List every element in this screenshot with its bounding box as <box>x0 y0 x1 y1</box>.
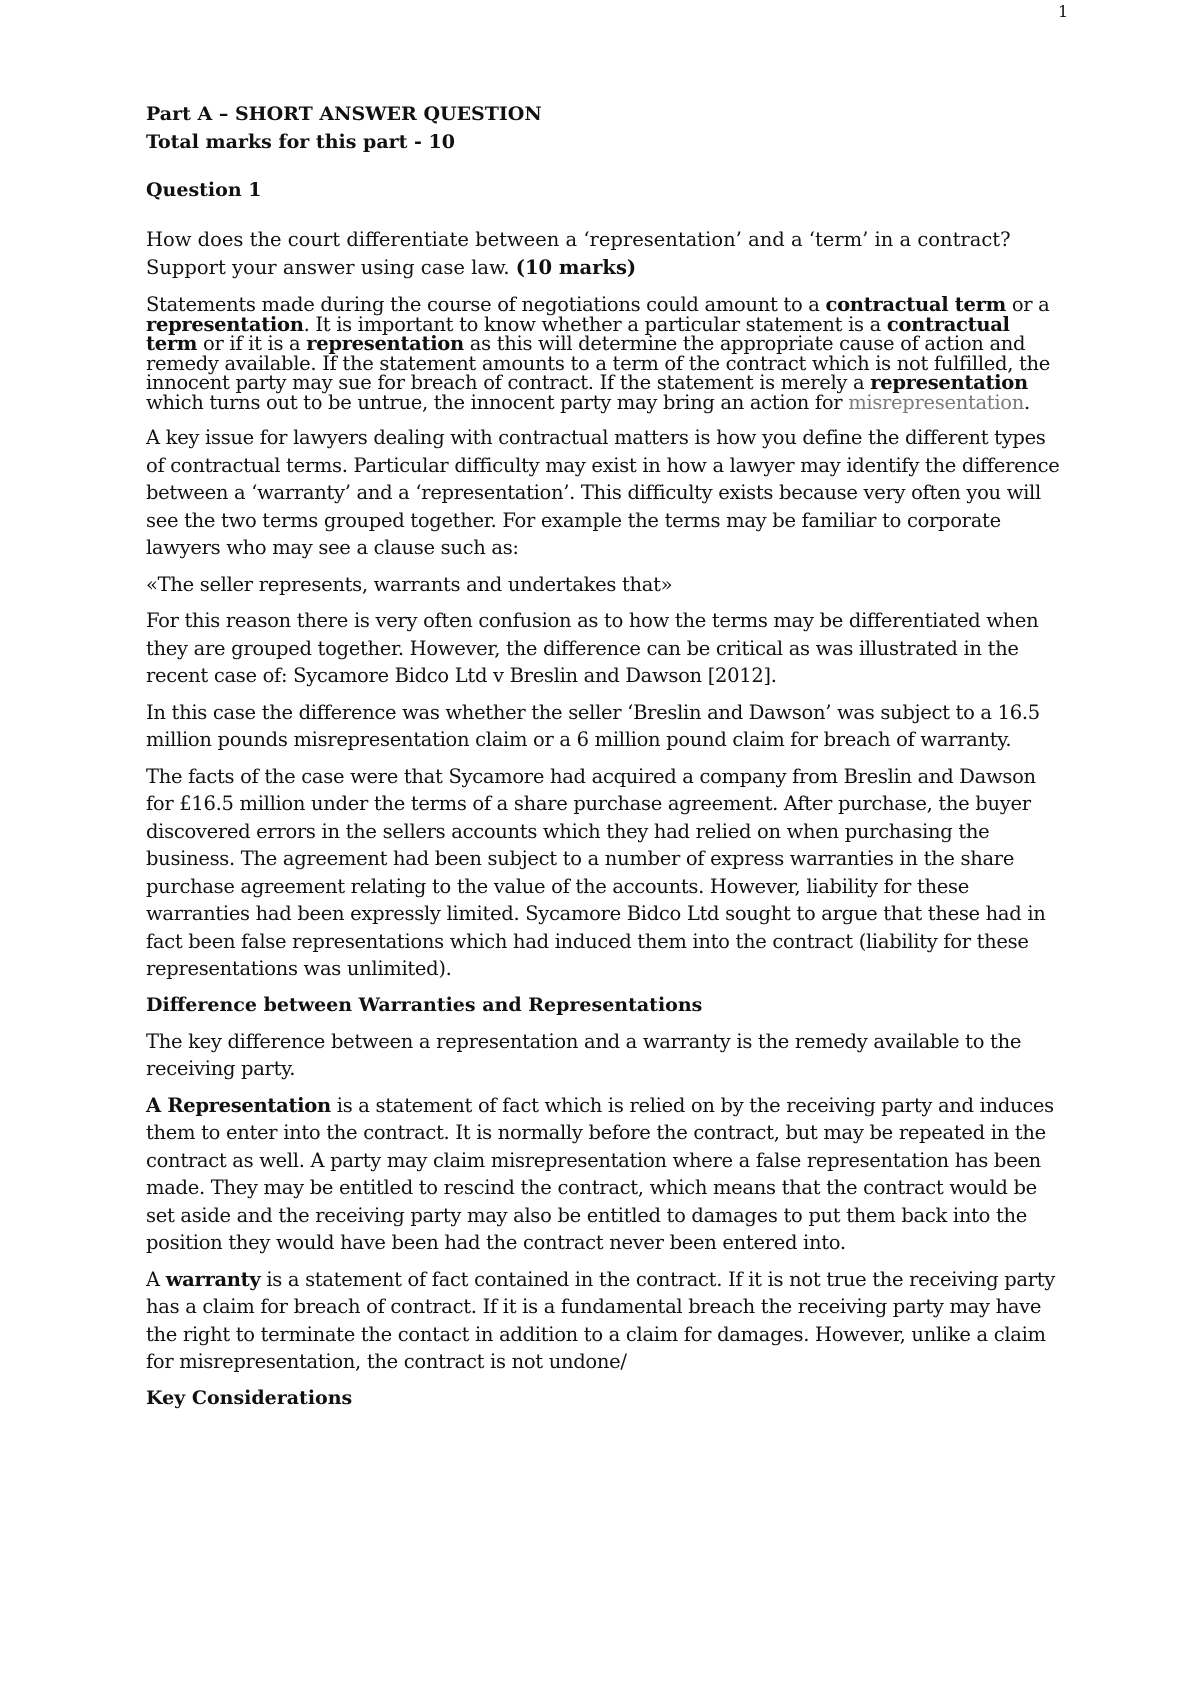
page-number: 1 <box>1058 2 1069 21</box>
paragraph-contractual-terms: A key issue for lawyers dealing with contractual matters is how you define the different types of contractual terms. Particular difficulty may exist in how a lawyer may identify the difference between a ‘warranty’ and a ‘representation’. This difficulty exists because very often you will see the two terms grouped together. For example the terms may be familiar to corporate lawyers who may see a clause such as: <box>146 426 1060 559</box>
warranty-text: is a statement of fact contained in the contract. If it is not true the receiving party has a claim for breach of contract. If it is a fundamental breach the receiving party may have the right to terminate the contact in addition to a claim for damages. However, unlike a claim for misrepresentation, the contract is not undone/ <box>146 1267 1055 1373</box>
heading-key-considerations: Key Considerations <box>146 1386 353 1409</box>
intro-text: which turns out to be untrue, the innocent party may bring an action for <box>146 390 849 414</box>
intro-bold-representation: representation <box>870 371 1028 394</box>
document-body <box>146 100 1066 1421</box>
intro-text: . <box>1023 390 1030 414</box>
question-line-2 <box>146 254 1066 282</box>
representation-text: is a statement of fact which is relied on by the receiving party and induces them to enter into the contract. It is normally before the contract, but may be repeated in the contract as well. A party may claim misrepresentation where a false representation has been made. They may be entitled to rescind the contract, which means that the contract would be set aside and the receiving party may also be entitled to damages to put them back into the position they would have been had the contract never been entered into. <box>146 1093 1054 1254</box>
warranty-bold: warranty <box>165 1267 261 1291</box>
intro-text: . It is important to know whether a particular statement is a <box>303 312 887 336</box>
paragraph-key-difference: The key difference between a representation and a warranty is the remedy available to the receiving party. <box>146 1029 1022 1080</box>
intro-text: as this will determine the appropriate cause of action and remedy available. If the statement amounts to a term of the contract which is not fulfilled, the innocent party may sue for breach of contract. If the statement is merely a <box>146 332 1051 394</box>
intro-text: or if it is a <box>197 332 307 355</box>
question-line-1: How does the court differentiate between a ‘representation’ and a ‘term’ in a contract? <box>146 228 1011 251</box>
warranty-lead: A <box>146 1267 166 1291</box>
misrepresentation-link[interactable]: misrepresentation <box>848 390 1024 414</box>
question-line-2-text: Support your answer using case law. <box>146 255 516 279</box>
intro-text: or a <box>1005 293 1050 316</box>
question-heading: Question 1 <box>146 179 262 201</box>
paragraph-clause-example: «The seller represents, warrants and undertakes that» <box>146 572 673 596</box>
marks-heading: Total marks for this part - 10 <box>146 131 455 153</box>
intro-text: Statements made during the course of negotiations could amount to a <box>146 293 826 316</box>
intro-paragraph <box>146 295 1066 412</box>
paragraph-confusion: For this reason there is very often confusion as to how the terms may be differentiated when they are grouped together. However, the difference can be critical as was illustrated in the recent case of: Sycamore Bidco Ltd v Breslin and Dawson [2012]. <box>146 609 1039 687</box>
paragraph-case-facts: The facts of the case were that Sycamore had acquired a company from Breslin and Dawson for £16.5 million under the terms of a share purchase agreement. After purchase, the buyer discovered errors in the sellers accounts which they had relied on when purchasing the business. The agreement had been subject to a number of express warranties in the share purchase agreement relating to the value of the accounts. However, liability for these warranties had been expressly limited. Sycamore Bidco Ltd sought to argue that these had in fact been false representations which had induced them into the contract (liability for these representations was unlimited). <box>146 764 1046 980</box>
question-marks: (10 marks) <box>515 255 637 279</box>
intro-bold-term: contractual term <box>146 312 1010 355</box>
intro-bold-representation: representation <box>306 332 464 355</box>
paragraph-representation <box>146 1092 1066 1257</box>
paragraph-case-difference: In this case the difference was whether the seller ‘Breslin and Dawson’ was subject to a 16.5 million pounds misrepresentation claim or a 6 million pound claim for breach of warranty. <box>146 700 1040 751</box>
representation-bold: A Representation <box>146 1093 331 1117</box>
intro-bold-term: contractual term <box>825 293 1006 316</box>
paragraph-warranty <box>146 1266 1066 1376</box>
part-heading: Part A – SHORT ANSWER QUESTION <box>146 103 542 125</box>
heading-difference: Difference between Warranties and Representations <box>146 993 703 1016</box>
intro-bold-representation: representation <box>146 312 304 336</box>
